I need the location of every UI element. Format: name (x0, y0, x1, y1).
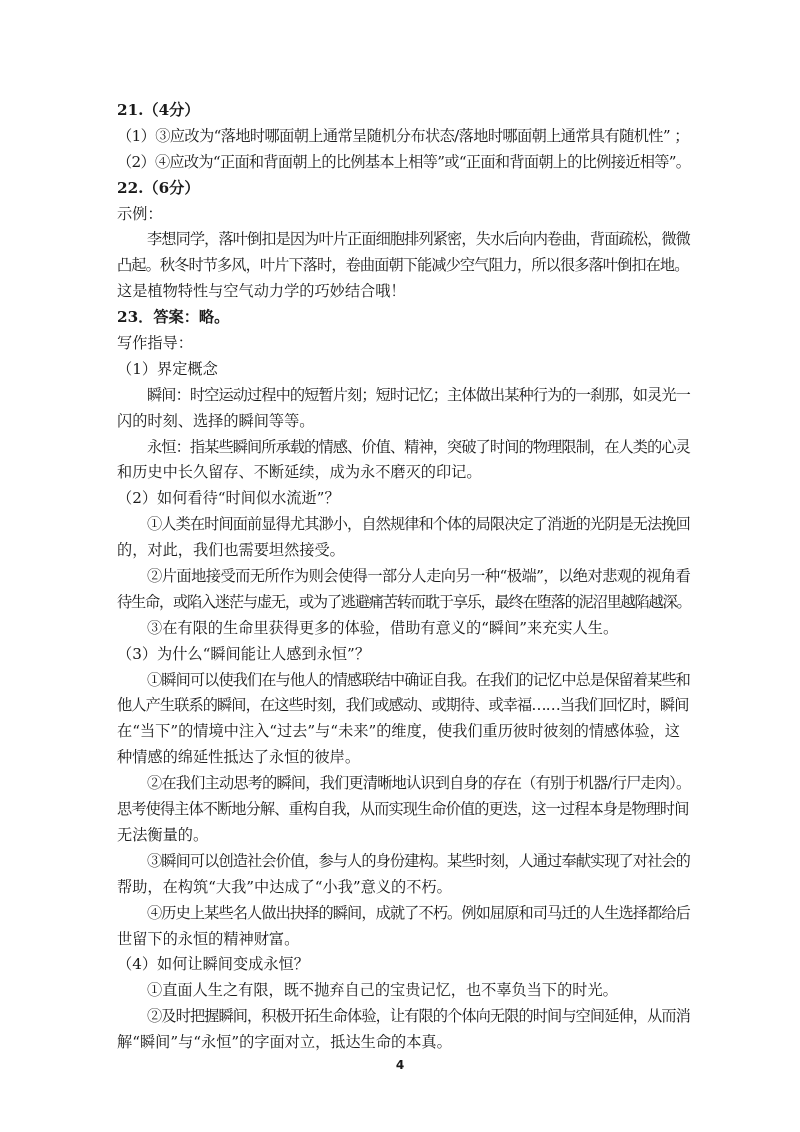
section-4-point-2-line-2: 解“瞬间”与“永恒”的字面对立，抵达生命的本真。 (117, 1033, 452, 1052)
section-2-heading: （2）如何看待“时间似水流逝”？ (117, 489, 340, 508)
definition-instant-line-1: 瞬间：时空运动过程中的短暂片刻；短时记忆；主体做出某种行为的一刹那，如灵光一 (147, 385, 690, 404)
section-3-point-1-line-3: 在“当下”的情境中注入“过去”与“未来”的维度，使我们重历彼时彼刻的情感体验，这 (117, 722, 680, 741)
section-2-point-2-line-1: ②片面地接受而无所作为则会使得一部分人走向另一种“极端”，以绝对悲观的视角看 (147, 567, 691, 586)
q22-example-line-2: 凸起。秋冬时节多风，叶片下落时，卷曲面朝下能减少空气阻力，所以很多落叶倒扣在地。 (117, 256, 689, 275)
section-4-point-2-line-1: ②及时把握瞬间，积极开拓生命体验，让有限的个体向无限的时间与空间延伸，从而消 (147, 1007, 690, 1026)
question-23-heading: 23．答案：略。 (117, 308, 230, 327)
question-21-heading: 21.（4分） (117, 101, 200, 119)
section-1-heading: （1）界定概念 (117, 359, 218, 378)
definition-eternity-line-2: 和历史中长久留存、不断延续，成为永不磨灭的印记。 (117, 463, 482, 482)
section-3-point-1-line-2: 他人产生联系的瞬间，在这些时刻，我们或感动、或期待、或幸福……当我们回忆时，瞬间 (117, 696, 689, 715)
q21-answer-1: （1）③应改为“落地时哪面朝上通常呈随机分布状态/落地时哪面朝上通常具有随机性” ； (117, 126, 689, 145)
section-3-point-2-line-2: 思考使得主体不断地分解、重构自我，从而实现生命价值的更迭，这一过程本身是物理时间 (117, 800, 689, 819)
definition-eternity-line-1: 永恒：指某些瞬间所承载的情感、价值、精神，突破了时间的物理限制，在人类的心灵 (147, 437, 690, 456)
section-3-point-4-line-2: 世留下的永恒的精神财富。 (117, 929, 300, 948)
page-number: 4 (395, 1058, 405, 1072)
section-2-point-3: ③在有限的生命里获得更多的体验，借助有意义的“瞬间”来充实人生。 (147, 618, 619, 637)
section-4-point-1: ①直面人生之有限，既不抛弃自己的宝贵记忆，也不辜负当下的时光。 (147, 981, 618, 1000)
section-3-point-2-line-3: 无法衡量的。 (117, 825, 209, 844)
section-3-point-1-line-1: ①瞬间可以使我们在与他人的情感联结中确证自我。在我们的记忆中总是保留着某些和 (147, 670, 690, 689)
section-2-point-2-line-2: 待生命，或陷入迷茫与虚无，或为了逃避痛苦转而耽于享乐，最终在堕落的泥沼里越陷越深。 (117, 592, 691, 611)
question-22-heading: 22.（6分） (117, 178, 200, 197)
writing-guide-label: 写作指导： (117, 334, 193, 353)
q22-example-line-3: 这是植物特性与空气动力学的巧妙结合哦！ (117, 282, 406, 301)
section-3-heading: （3）为什么“瞬间能让人感到永恒”？ (117, 644, 371, 663)
answer-content (117, 98, 691, 1056)
section-3-point-3-line-1: ③瞬间可以创造社会价值，参与人的身份建构。某些时刻，人通过奉献实现了对社会的 (147, 851, 690, 870)
q21-answer-2: （2）④应改为“正面和背面朝上的比例基本上相等”或“正面和背面朝上的比例接近相等”。 (117, 152, 691, 171)
section-2-point-1-line-2: 的，对此，我们也需要坦然接受。 (117, 541, 345, 560)
q22-example-line-1: 李想同学，落叶倒扣是因为叶片正面细胞排列紧密，失水后向内卷曲，背面疏松，微微 (147, 230, 690, 249)
section-3-point-2-line-1: ②在我们主动思考的瞬间，我们更清晰地认识到自身的存在（有别于机器/行尸走肉）。 (147, 774, 691, 793)
section-2-point-1-line-1: ①人类在时间面前显得尤其渺小，自然规律和个体的局限决定了消逝的光阴是无法挽回 (147, 515, 690, 534)
section-3-point-1-line-4: 种情感的绵延性抵达了永恒的彼岸。 (117, 748, 360, 767)
section-4-heading: （4）如何让瞬间变成永恒？ (117, 955, 309, 974)
section-3-point-3-line-2: 帮助，在构筑“大我”中达成了“小我”意义的不朽。 (117, 877, 452, 896)
definition-instant-line-2: 闪的时刻、选择的瞬间等等。 (117, 411, 315, 430)
section-3-point-4-line-1: ④历史上某些名人做出抉择的瞬间，成就了不朽。例如屈原和司马迁的人生选择都给后 (147, 903, 690, 922)
q22-example-label: 示例： (117, 204, 163, 223)
